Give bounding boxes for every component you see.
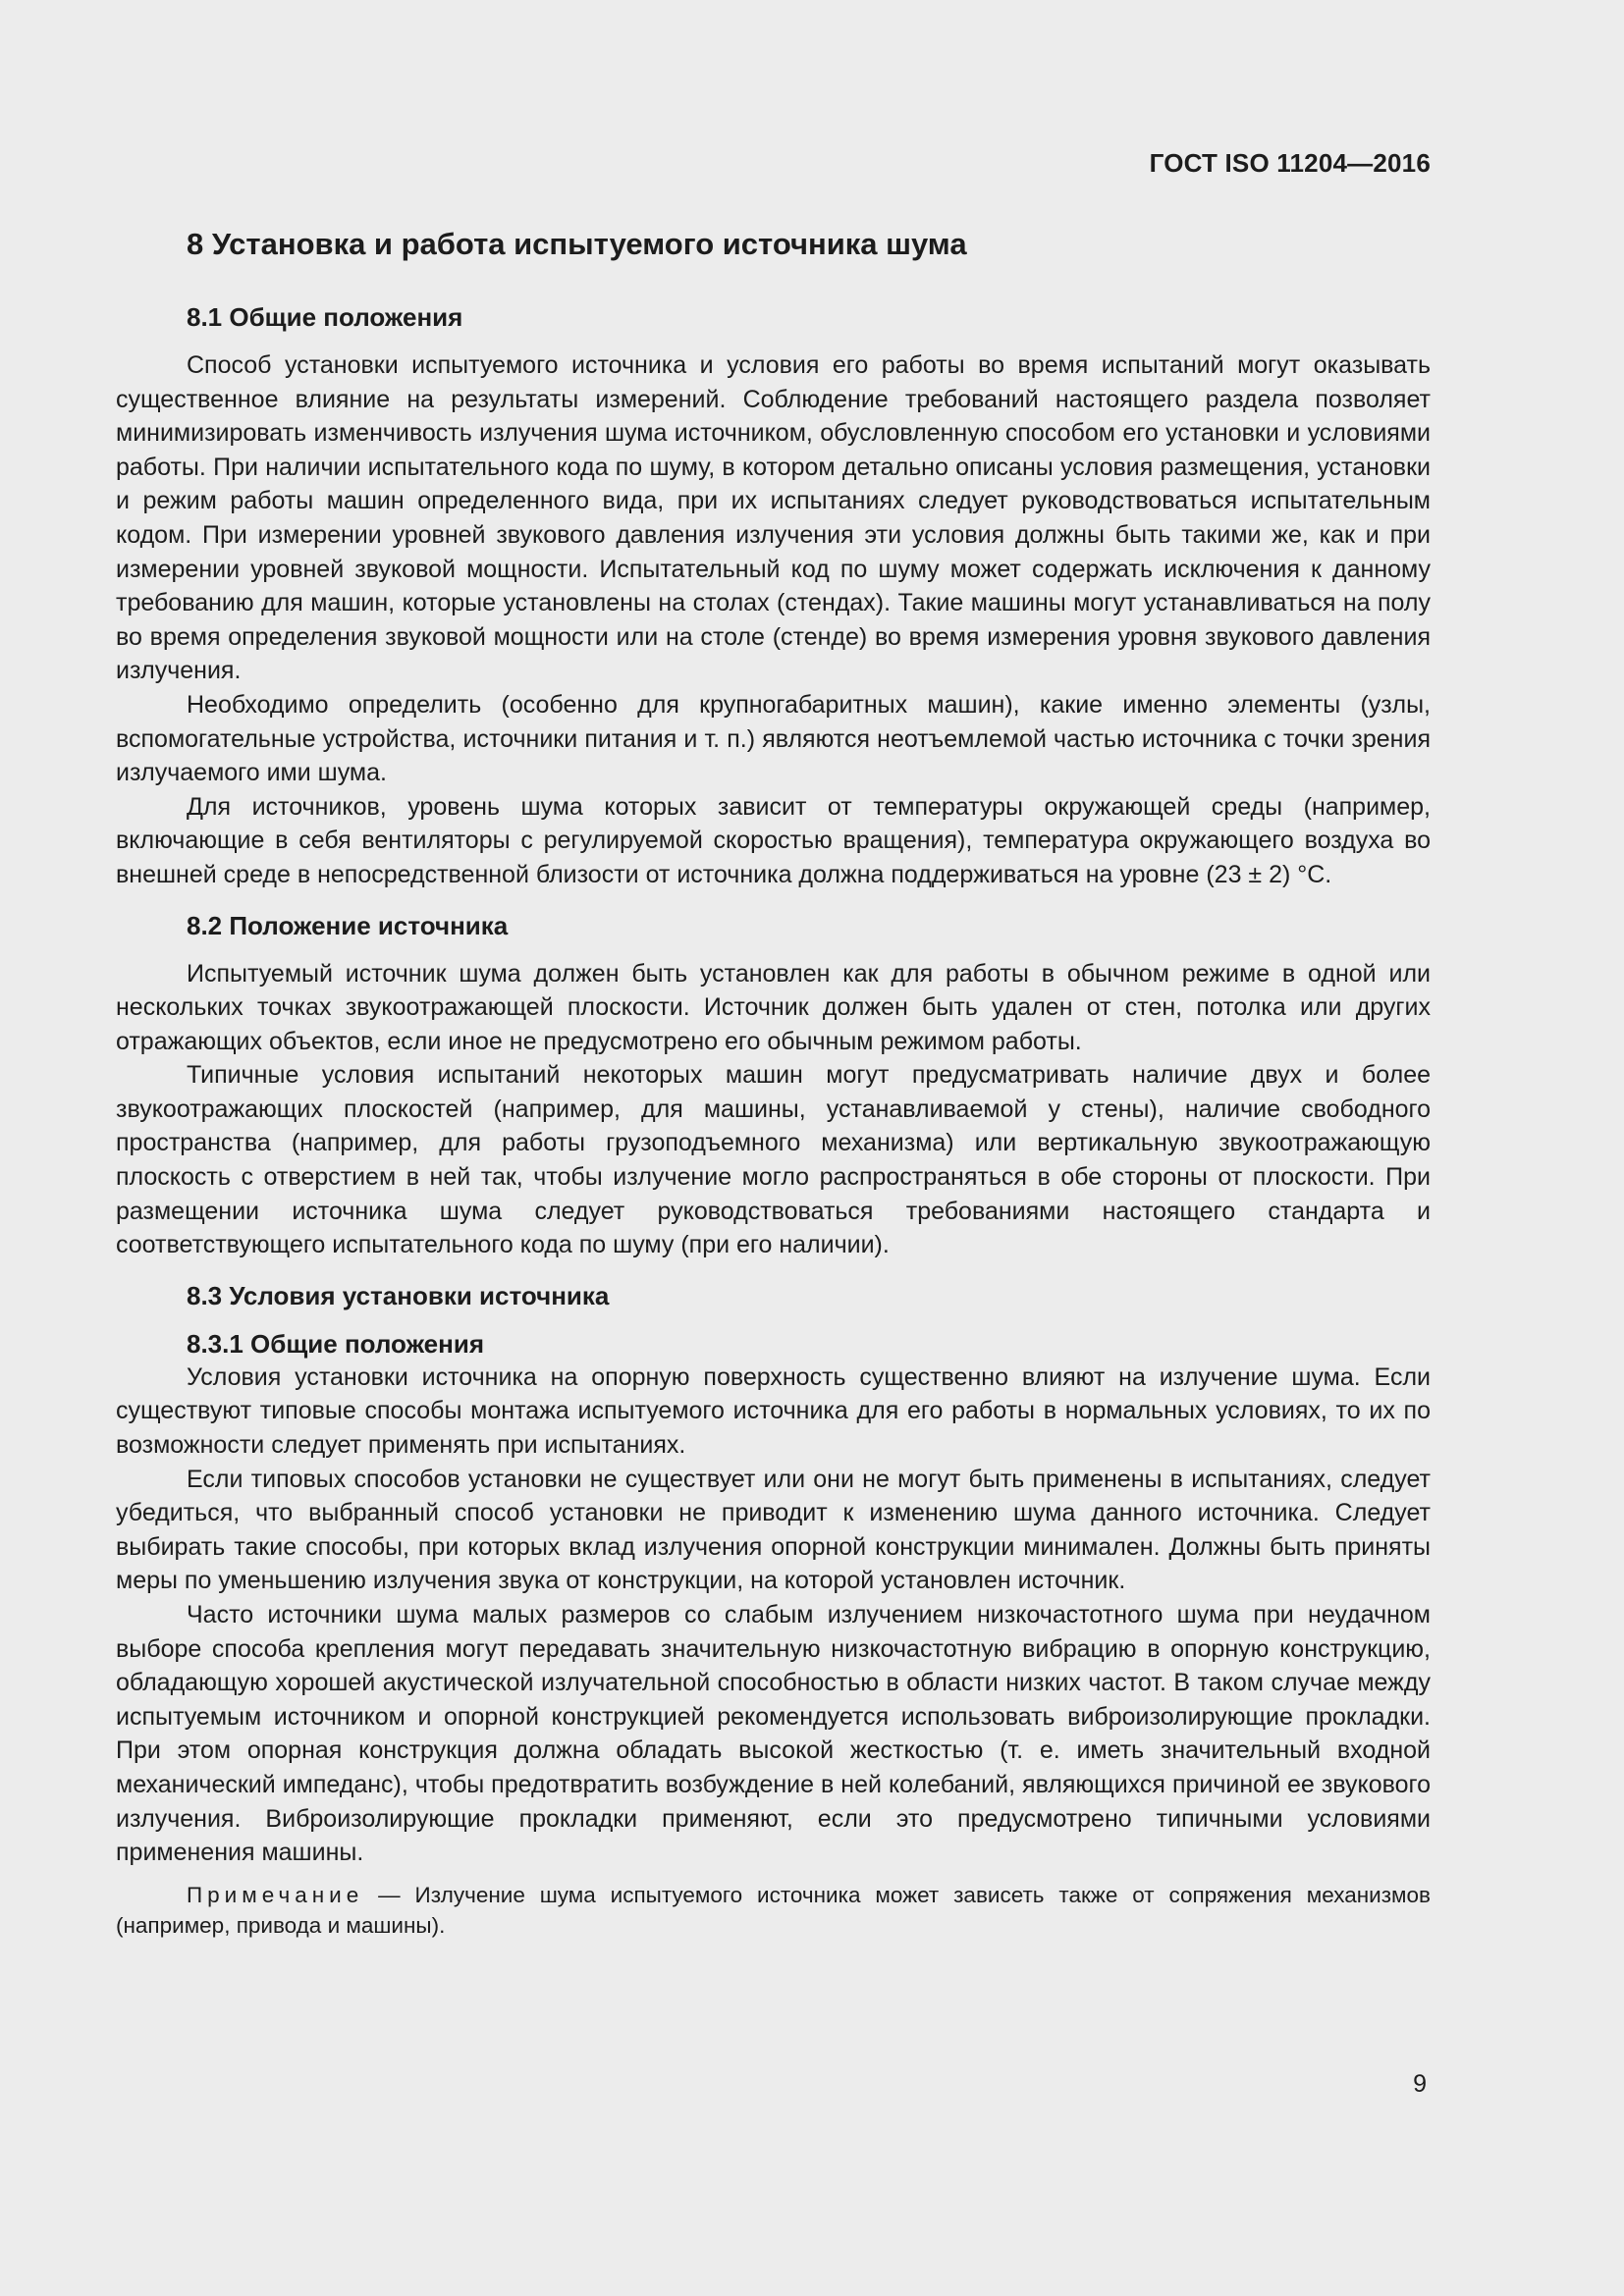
document-header-id: ГОСТ ISO 11204—2016: [1149, 148, 1431, 178]
section-8-1-title: 8.1 Общие положения: [187, 302, 463, 332]
paragraph: Часто источники шума малых размеров со слабым излучением низкочастотного шума при неудачном выборе способа крепления могут передавать значительную низкочастотную вибрацию в опорную конструкцию, обладающую хорошей акустической излучательной способностью в области низких частот. В таком случае между испытуемым источником и опорной конструкцией рекомендуется использовать виброизолирующие прокладки. При этом опорная конструкция должна обладать высокой жесткостью (т. е. иметь значительный входной механический импеданс), чтобы предотвратить возбуждение в ней колебаний, являющихся причиной ее звукового излучения. Виброизолирующие прокладки применяют, если это предусмотрено типичными условиями применения машины.: [116, 1601, 1431, 1867]
paragraph: Для источников, уровень шума которых зависит от температуры окружающей среды (например, включающие в себя вентиляторы с регулируемой скоростью вращения), температура окружающего воздуха во внешней среде в непосредственной близости от источника должна поддерживаться на уровне (23 ± 2) °С.: [116, 792, 1431, 888]
section-8-2-title: 8.2 Положение источника: [187, 910, 509, 940]
section-8-3-title: 8.3 Условия установки источника: [187, 1280, 610, 1310]
paragraph: Типичные условия испытаний некоторых машин могут предусматривать наличие двух и более звукоотражающих плоскостей (например, для машины, устанавливаемой у стены), наличие свободного пространства (например, для работы грузоподъемного механизма) или вертикальную звукоотражающую плоскость с отверстием в ней так, чтобы излучение могло распространяться в обе стороны от плоскости. При размещении источника шума следует руководствоваться требованиями настоящего стандарта и соответствующего испытательного кода по шуму (при его наличии).: [116, 1061, 1431, 1259]
note-label: Примечание: [187, 1882, 364, 1907]
paragraph: Испытуемый источник шума должен быть установлен как для работы в обычном режиме в одной или нескольких точках звукоотражающей плоскости. Источник должен быть удален от стен, потолка или других отражающих объектов, если иное не предусмотрено его обычным режимом работы.: [116, 959, 1431, 1055]
page-content: [116, 221, 1431, 1941]
note-separator: —: [363, 1882, 415, 1907]
paragraph: Условия установки источника на опорную поверхность существенно влияют на излучение шума. Если существуют типовые способы монтажа испытуемого источника для его работы в нормальных условиях, то их по возможности следует применять при испытаниях.: [116, 1362, 1431, 1460]
section-8-title: 8 Установка и работа испытуемого источника шума: [187, 227, 967, 261]
section-8-3-1-title: 8.3.1 Общие положения: [187, 1328, 484, 1359]
paragraph: Если типовых способов установки не существует или они не могут быть применены в испытаниях, следует убедиться, что выбранный способ установки не приводит к изменению шума данного источника. Следует выбирать такие способы, при которых вклад излучения опорной конструкции минимален. Должны быть приняты меры по уменьшению излучения звука от конструкции, на которой установлен источник.: [116, 1465, 1431, 1595]
note: [116, 1880, 1431, 1941]
page-number: 9: [1413, 2070, 1427, 2098]
note-text: Излучение шума испытуемого источника может зависеть также от сопряжения механизмов (например, привода и машины).: [116, 1882, 1431, 1938]
paragraph: Способ установки испытуемого источника и условия его работы во время испытаний могут оказывать существенное влияние на результаты измерений. Соблюдение требований настоящего раздела позволяет минимизировать изменчивость излучения шума источником, обусловленную способом его установки и условиями работы. При наличии испытательного кода по шуму, в котором детально описаны условия размещения, установки и режим работы машин определенного вида, при их испытаниях следует руководствоваться испытательным кодом. При измерении уровней звукового давления излучения эти условия должны быть такими же, как и при измерении уровней звуковой мощности. Испытательный код по шуму может содержать исключения к данному требованию для машин, которые установлены на столах (стендах). Такие машины могут устанавливаться на полу во время определения звуковой мощности или на столе (стенде) во время измерения уровня звукового давления излучения.: [116, 351, 1431, 685]
paragraph: Необходимо определить (особенно для крупногабаритных машин), какие именно элементы (узлы, вспомогательные устройства, источники питания и т. п.) являются неотъемлемой частью источника с точки зрения излучаемого ими шума.: [116, 690, 1431, 787]
